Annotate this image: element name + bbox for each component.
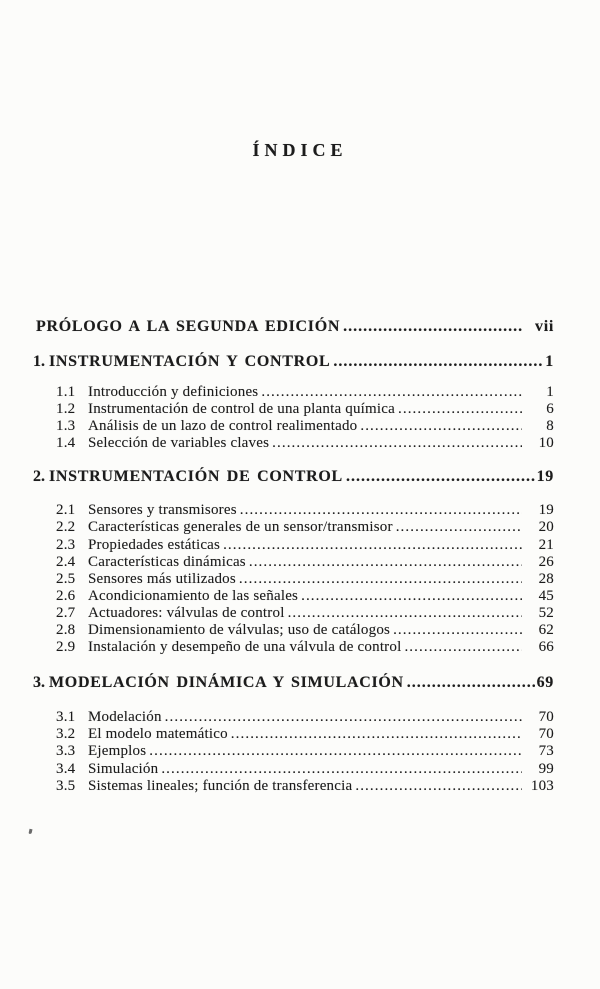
dot-leader <box>231 726 522 743</box>
toc-entry <box>56 743 554 760</box>
toc-entry-page: 19 <box>538 502 554 519</box>
toc-entry-page: 26 <box>538 553 554 570</box>
chapter-number: 2. <box>33 468 45 486</box>
toc-section-group <box>33 709 554 794</box>
dot-leader <box>272 435 522 452</box>
toc-entry-page: 20 <box>538 519 554 536</box>
toc-entry <box>56 519 554 536</box>
toc-entry-page: 73 <box>538 743 554 760</box>
toc-entry <box>56 639 554 656</box>
toc-entry-title: Características dinámicas <box>88 553 246 570</box>
prologue-title: PRÓLOGO A LA SEGUNDA EDICIÓN <box>36 318 341 335</box>
toc-chapter-heading <box>33 353 554 370</box>
toc-entry <box>56 554 554 571</box>
toc-entry-page: 99 <box>538 760 554 777</box>
toc-entry-title: Modelación <box>88 709 162 726</box>
document-page <box>0 140 600 989</box>
toc-entry-number: 2.5 <box>56 570 76 587</box>
toc-entry-title: Análisis de un lazo de control realimentado <box>88 418 358 435</box>
dot-leader <box>149 743 522 760</box>
toc-chapter-heading <box>33 468 554 485</box>
dot-leader <box>407 674 535 691</box>
toc-entry-title: Instalación y desempeño de una válvula de control <box>88 639 402 656</box>
toc-entry-number: 1.1 <box>56 384 76 400</box>
dot-leader <box>355 778 522 795</box>
toc-entry-title: Sensores más utilizados <box>88 570 236 587</box>
toc-entry-page: 10 <box>538 435 554 452</box>
chapter-page-number: 1 <box>545 353 554 370</box>
dot-leader <box>343 318 522 335</box>
toc-entry-title: Dimensionamiento de válvulas; uso de catálogos <box>88 622 391 639</box>
toc-entry <box>56 384 554 401</box>
chapter-page-number: 69 <box>536 674 554 692</box>
toc-entry-page: 8 <box>546 418 554 435</box>
toc-entry-number: 2.9 <box>56 639 76 656</box>
toc-chapter-heading <box>33 674 554 691</box>
dot-leader <box>301 588 522 605</box>
toc-entry <box>56 726 554 743</box>
toc-entry <box>56 435 554 452</box>
toc-entry-page: 70 <box>538 709 554 726</box>
chapter-title: MODELACIÓN DINÁMICA Y SIMULACIÓN <box>49 674 404 692</box>
toc-section-group <box>33 384 554 452</box>
toc-entry-page: 1 <box>546 384 554 400</box>
toc-entry <box>56 778 554 795</box>
toc-entry-page: 62 <box>538 622 554 639</box>
toc-entry <box>56 761 554 778</box>
toc-entry-number: 2.2 <box>56 519 76 536</box>
toc-entry-page: 6 <box>546 401 554 418</box>
toc-entry <box>56 622 554 639</box>
toc-entry-title: Características generales de un sensor/transmisor <box>88 519 393 536</box>
toc-entry-number: 3.2 <box>56 726 76 743</box>
toc-entry <box>56 605 554 622</box>
chapter-number: 3. <box>33 674 45 692</box>
toc-entry-number: 2.4 <box>56 553 76 570</box>
toc-entry <box>56 418 554 435</box>
toc-entry-title: Ejemplos <box>88 743 147 760</box>
toc-entry-page: 103 <box>530 777 554 794</box>
chapter-title: INSTRUMENTACIÓN Y CONTROL <box>49 353 331 370</box>
toc-entry-title: Acondicionamiento de las señales <box>88 587 299 604</box>
toc-entry-title: Instrumentación de control de una planta química <box>88 401 395 418</box>
toc-entry-title: Sensores y transmisores <box>88 502 237 519</box>
toc-entry-number: 2.6 <box>56 587 76 604</box>
toc-entry-title: Propiedades estáticas <box>88 536 221 553</box>
chapter-number: 1. <box>33 353 45 370</box>
toc-prologue-entry <box>33 318 554 335</box>
toc-entry <box>56 537 554 554</box>
dot-leader <box>161 761 522 778</box>
scan-artifact <box>29 829 33 835</box>
dot-leader <box>165 709 522 726</box>
dot-leader <box>346 468 535 485</box>
toc-entry-title: Selección de variables claves <box>88 435 270 452</box>
toc-entry-number: 2.7 <box>56 604 76 621</box>
toc-entry-page: 66 <box>538 639 554 656</box>
dot-leader <box>404 639 522 656</box>
dot-leader <box>239 571 522 588</box>
toc-entry-number: 2.8 <box>56 622 76 639</box>
page-title: ÍNDICE <box>252 140 348 160</box>
dot-leader <box>393 622 522 639</box>
table-of-contents <box>33 318 554 795</box>
toc-entry-title: Sistemas lineales; función de transferencia <box>88 777 353 794</box>
toc-entry-title: Actuadores: válvulas de control <box>88 604 285 621</box>
dot-leader <box>360 418 522 435</box>
toc-entry-number: 2.3 <box>56 536 76 553</box>
toc-entry-page: 28 <box>538 570 554 587</box>
toc-entry-number: 3.1 <box>56 709 76 726</box>
toc-entry-number: 3.5 <box>56 777 76 794</box>
chapter-page-number: 19 <box>536 468 554 486</box>
toc-section-group <box>33 502 554 656</box>
toc-entry <box>56 709 554 726</box>
toc-entry-title: El modelo matemático <box>88 726 228 743</box>
toc-entry-number: 1.3 <box>56 418 76 435</box>
toc-entry <box>56 502 554 519</box>
dot-leader <box>249 554 522 571</box>
dot-leader <box>398 401 522 418</box>
toc-entry-number: 3.4 <box>56 760 76 777</box>
toc-entry-number: 1.4 <box>56 435 76 452</box>
toc-entry-number: 1.2 <box>56 401 76 418</box>
toc-entry <box>56 588 554 605</box>
dot-leader <box>223 537 522 554</box>
dot-leader <box>396 519 522 536</box>
toc-entry-page: 52 <box>538 604 554 621</box>
toc-entry-title: Simulación <box>88 760 159 777</box>
dot-leader <box>240 502 522 519</box>
prologue-page-number: vii <box>535 318 554 335</box>
toc-entry-page: 70 <box>538 726 554 743</box>
toc-entry-number: 2.1 <box>56 502 76 519</box>
toc-entry-title: Introducción y definiciones <box>88 384 259 400</box>
toc-entry-page: 45 <box>538 587 554 604</box>
toc-entry-page: 21 <box>538 536 554 553</box>
toc-entry <box>56 571 554 588</box>
dot-leader <box>333 353 542 370</box>
toc-entry <box>56 401 554 418</box>
toc-entry-number: 3.3 <box>56 743 76 760</box>
dot-leader <box>261 384 522 401</box>
chapter-title: INSTRUMENTACIÓN DE CONTROL <box>49 468 343 486</box>
dot-leader <box>288 605 522 622</box>
